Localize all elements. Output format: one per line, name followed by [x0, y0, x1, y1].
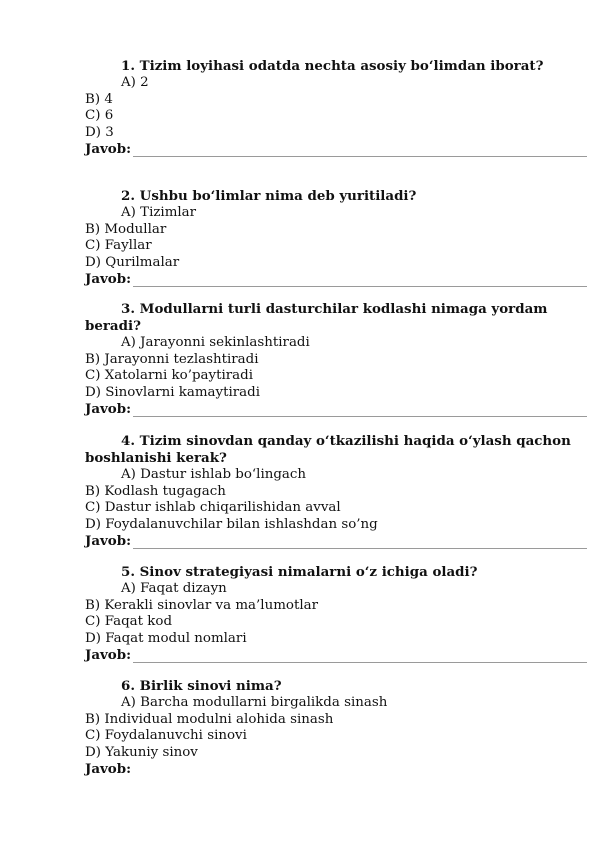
option-b: B) Jarayonni tezlashtiradi	[85, 351, 259, 367]
question-title: 2. Ushbu bo‘limlar nima deb yuritiladi?	[121, 188, 417, 204]
question-title: 3. Modullarni turli dasturchilar kodlashi nimaga yordam beradi?	[85, 301, 548, 334]
option-b: B) 4	[85, 91, 113, 107]
option-d: D) Qurilmalar	[85, 254, 180, 270]
answer-row	[85, 647, 587, 664]
option-b: B) Kerakli sinovlar va ma’lumotlar	[85, 597, 318, 613]
option-a: A) Jarayonni sekinlashtiradi	[121, 335, 310, 350]
option-a: A) Dastur ishlab bo‘lingach	[121, 467, 307, 482]
question-title: 4. Tizim sinovdan qanday o‘tkazilishi haqida o‘ylash qachon boshlanishi kerak?	[85, 433, 571, 466]
question-block-3	[85, 301, 587, 418]
option-a: A) Barcha modullarni birgalikda sinash	[121, 695, 388, 710]
answer-label: Javob:	[85, 647, 132, 663]
option-c: C) Foydalanuvchi sinovi	[85, 728, 247, 743]
answer-line[interactable]	[133, 155, 587, 157]
question-title: 1. Tizim loyihasi odatda nechta asosiy bo‘limdan iborat?	[121, 58, 544, 74]
option-b: B) Individual modulni alohida sinash	[85, 711, 334, 727]
option-c: C) 6	[85, 108, 114, 123]
question-block-4	[85, 433, 587, 550]
answer-row	[85, 141, 587, 158]
answer-line[interactable]	[133, 547, 587, 549]
question-block-1	[85, 58, 587, 158]
option-c: C) Dastur ishlab chiqarilishidan avval	[85, 500, 341, 515]
option-c: C) Xatolarni ko’paytiradi	[85, 368, 253, 383]
answer-line[interactable]	[133, 661, 587, 663]
answer-row	[85, 401, 587, 418]
answer-label: Javob:	[85, 271, 132, 287]
question-title: 6. Birlik sinovi nima?	[121, 678, 282, 694]
answer-row	[85, 533, 587, 550]
question-block-6	[85, 678, 587, 778]
answer-row	[85, 271, 587, 288]
option-c: C) Fayllar	[85, 238, 152, 253]
option-d: D) Foydalanuvchilar bilan ishlashdan so’ng	[85, 516, 378, 532]
option-a: A) Faqat dizayn	[121, 581, 227, 596]
option-c: C) Faqat kod	[85, 614, 173, 629]
option-a: A) Tizimlar	[121, 205, 197, 220]
option-a: A) 2	[121, 75, 149, 90]
answer-line[interactable]	[133, 285, 587, 287]
answer-line[interactable]	[133, 415, 587, 417]
option-d: D) Sinovlarni kamaytiradi	[85, 384, 261, 400]
option-d: D) 3	[85, 124, 114, 140]
question-title: 5. Sinov strategiyasi nimalarni o‘z ichiga oladi?	[121, 564, 478, 580]
option-b: B) Kodlash tugagach	[85, 483, 226, 499]
question-block-2	[85, 188, 587, 288]
option-d: D) Faqat modul nomlari	[85, 630, 247, 646]
answer-row	[85, 761, 587, 778]
answer-label: Javob:	[85, 401, 132, 417]
answer-label: Javob:	[85, 141, 132, 157]
question-block-5	[85, 564, 587, 664]
answer-label: Javob:	[85, 761, 132, 777]
answer-label: Javob:	[85, 533, 132, 549]
option-d: D) Yakuniy sinov	[85, 744, 198, 760]
option-b: B) Modullar	[85, 221, 167, 237]
